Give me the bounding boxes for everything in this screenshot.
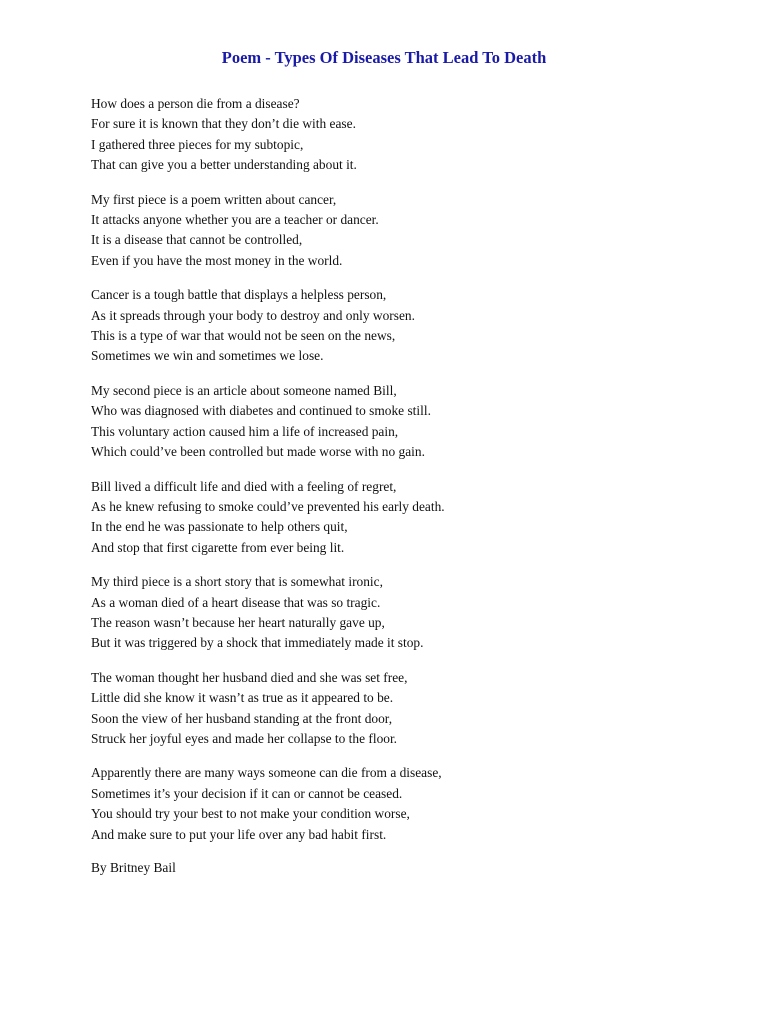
stanza-3: [91, 285, 711, 367]
stanza-6: [91, 572, 711, 654]
poem-line: How does a person die from a disease?: [91, 96, 300, 111]
poem-line: Cancer is a tough battle that displays a helpless person,: [91, 287, 387, 303]
author-signature: By Britney Bail: [91, 860, 176, 875]
poem-body: [91, 94, 711, 859]
poem-line: But it was triggered by a shock that immediately made it stop.: [91, 635, 424, 651]
stanza-5: [91, 477, 711, 559]
stanza-2: [91, 190, 711, 272]
poem-line: This is a type of war that would not be seen on the news,: [91, 328, 396, 344]
poem-line: Even if you have the most money in the world.: [91, 252, 343, 268]
poem-line: My second piece is an article about someone named Bill,: [91, 382, 397, 398]
poem-line: Sometimes we win and sometimes we lose.: [91, 348, 324, 364]
poem-line: Which could’ve been controlled but made worse with no gain.: [91, 444, 425, 460]
poem-line: The woman thought her husband died and she was set free,: [91, 669, 408, 685]
poem-line: And stop that first cigarette from ever being lit.: [91, 539, 345, 555]
poem-line: That can give you a better understanding about it.: [91, 157, 357, 173]
poem-line: This voluntary action caused him a life of increased pain,: [91, 423, 399, 439]
poem-line: Sometimes it’s your decision if it can or cannot be ceased.: [91, 785, 403, 801]
stanza-1: [91, 94, 711, 176]
poem-line: It is a disease that cannot be controlled,: [91, 232, 303, 248]
poem-line: You should try your best to not make your condition worse,: [91, 806, 410, 822]
poem-line: My first piece is a poem written about cancer,: [91, 191, 337, 207]
poem-line: As he knew refusing to smoke could’ve prevented his early death.: [91, 498, 445, 514]
page-title: Poem - Types Of Diseases That Lead To Death: [221, 48, 547, 67]
poem-line: Who was diagnosed with diabetes and continued to smoke still.: [91, 403, 431, 419]
poem-line: Bill lived a difficult life and died with a feeling of regret,: [91, 478, 397, 494]
stanza-7: [91, 668, 711, 750]
poem-line: Little did she know it wasn’t as true as it appeared to be.: [91, 690, 394, 706]
stanza-4: [91, 381, 711, 463]
poem-line: Apparently there are many ways someone can die from a disease,: [91, 765, 442, 781]
stanza-8: [91, 763, 711, 845]
poem-line: Struck her joyful eyes and made her collapse to the floor.: [91, 730, 398, 746]
poem-line: My third piece is a short story that is somewhat ironic,: [91, 574, 383, 590]
poem-line: The reason wasn’t because her heart naturally gave up,: [91, 614, 385, 630]
poem-line: And make sure to put your life over any bad habit first.: [91, 826, 387, 842]
poem-line: It attacks anyone whether you are a teacher or dancer.: [91, 212, 379, 228]
poem-line: In the end he was passionate to help others quit,: [91, 519, 348, 535]
poem-line: Soon the view of her husband standing at the front door,: [91, 710, 393, 726]
poem-line: As a woman died of a heart disease that was so tragic.: [91, 594, 381, 610]
poem-line: For sure it is known that they don’t die with ease.: [91, 116, 356, 132]
poem-line: As it spreads through your body to destroy and only worsen.: [91, 307, 415, 323]
poem-line: I gathered three pieces for my subtopic,: [91, 136, 304, 152]
